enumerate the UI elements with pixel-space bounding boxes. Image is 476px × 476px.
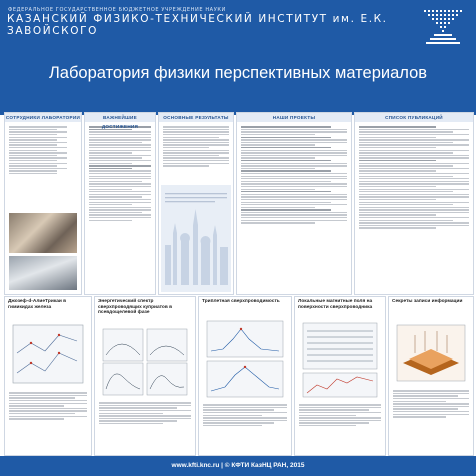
panel-local-fields-title: Локальные магнитные поля на поверхности сверхпроводника	[298, 299, 373, 310]
josephson-figure	[11, 323, 85, 385]
publications-panel	[354, 112, 474, 295]
projects-text	[237, 122, 351, 228]
panel-recording	[388, 296, 474, 456]
team-photo	[9, 213, 77, 253]
staff-heading: СОТРУДНИКИ ЛАБОРАТОРИИ	[5, 115, 81, 120]
achievements-heading: ВАЖНЕЙШИЕ ДОСТИЖЕНИЯ	[85, 113, 155, 122]
recording-figure	[395, 323, 467, 383]
spectrum-figure	[101, 327, 189, 397]
panel-josephson-title: Джозеф-d-АлиеTрикаи в гимикидах железа	[8, 299, 67, 310]
footer-band	[0, 456, 476, 476]
header-band	[0, 0, 476, 115]
panel-josephson	[4, 296, 92, 456]
panel-recording-title: Секреты записи информации	[392, 299, 463, 304]
institute-status: ФЕДЕРАЛЬНОЕ ГОСУДАРСТВЕННОЕ БЮДЖЕТНОЕ УЧРЕЖДЕНИЕ НАУКИ	[8, 7, 226, 13]
results-text	[159, 122, 233, 171]
panel-local-fields-text	[299, 403, 381, 428]
achievements-text	[85, 122, 155, 225]
page-title: Лаборатория физики перспективных материалов	[48, 64, 428, 82]
projects-heading: НАШИ ПРОЕКТЫ	[237, 113, 351, 122]
panel-spectrum-text	[99, 401, 191, 426]
panel-local-fields	[294, 296, 386, 456]
panel-spectrum	[94, 296, 196, 456]
staff-panel	[4, 112, 82, 295]
publications-list	[355, 122, 473, 233]
panel-triplet-text	[203, 403, 287, 428]
institute-logo-icon	[420, 4, 470, 54]
results-heading: ОСНОВНЫЕ РЕЗУЛЬТАТЫ	[159, 113, 233, 122]
local-fields-figure	[301, 321, 379, 399]
triplet-figure	[205, 319, 285, 399]
footer-text: www.kfti.knc.ru | © КФТИ КазНЦ РАН, 2015	[171, 462, 305, 469]
projects-panel	[236, 112, 352, 295]
institute-name: КАЗАНСКИЙ ФИЗИКО-ТЕХНИЧЕСКИЙ ИНСТИТУТ им. Е.К. ЗАВОЙСКОГО	[7, 13, 388, 37]
panel-josephson-text	[9, 391, 87, 421]
panel-recording-text	[393, 389, 469, 419]
city-silhouette	[161, 185, 231, 292]
panel-triplet-title: Триплетная сверхпроводимость	[202, 299, 280, 304]
results-panel	[158, 112, 234, 295]
lab-photo	[9, 256, 77, 290]
panel-triplet	[198, 296, 292, 456]
publications-heading: СПИСОК ПУБЛИКАЦИЙ	[355, 113, 473, 122]
achievements-panel	[84, 112, 156, 295]
panel-spectrum-title: Энергетический спектр сверхпроводящих куприатов в псевдощелевой фазе	[98, 299, 173, 315]
staff-list	[5, 122, 81, 179]
